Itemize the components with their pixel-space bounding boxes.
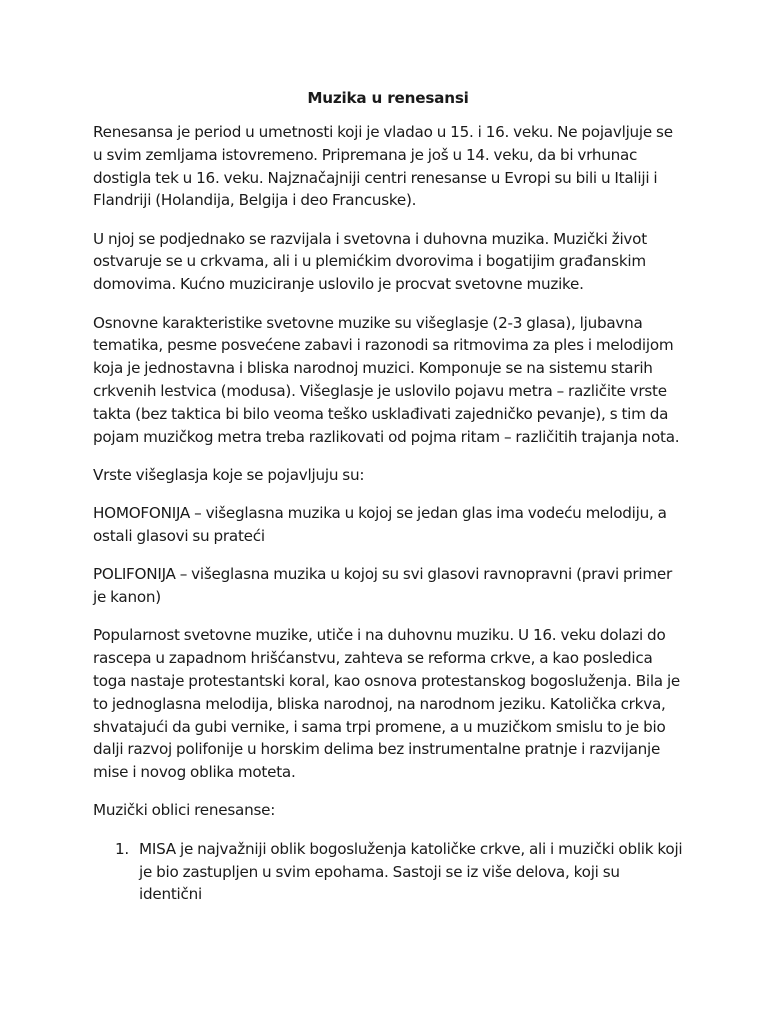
paragraph-intro: Renesansa je period u umetnosti koji je vladao u 15. i 16. veku. Ne pojavljuje se u svim zemljama istovremeno. Pripremana je još u 14. veku, da bi vrhunac dostigla tek u 16. veku. Najznačajniji centri renesanse u Evropi su bili u Italiji i Flandriji (Holandija, Belgija i deo Francuske). (93, 123, 673, 210)
paragraph-polyphony-types-intro: Vrste višeglasja koje se pojavljuju su: (93, 465, 365, 484)
document-body (93, 86, 683, 906)
list-item-number: 1. (115, 839, 129, 858)
list-item-text: MISA je najvažniji oblik bogosluženja katoličke crkve, ali i muzički oblik koji je bio zastupljen u svim epohama. Sastoji se iz više delova, koji su identični (139, 839, 683, 904)
paragraph-music-life: U njoj se podjednako se razvijala i svetovna i duhovna muzika. Muzički život ostvaruje se u crkvama, ali i u plemićkim dvorovima i bogatijim građanskim domovima. Kućno muziciranje uslovilo je procvat svetovne muzike. (93, 229, 647, 294)
document-title: Muzika u renesansi (307, 89, 469, 107)
paragraph-homophony: HOMOFONIJA – višeglasna muzika u kojoj se jedan glas ima vodeću melodiju, a ostali glasovi su prateći (93, 504, 667, 545)
forms-list (93, 838, 683, 906)
paragraph-secular-characteristics: Osnovne karakteristike svetovne muzike su višeglasje (2-3 glasa), ljubavna tematika, pesme posvećene zabavi i razonodi sa ritmovima za ples i melodijom koja je jednostavna i bliska narodnoj muzici. Komponuje se na sistemu starih crkvenih lestvica (modusa). Višeglasje je uslovilo pojavu metra – različite vrste takta (bez taktica bi bilo veoma teško usklađivati zajedničko pevanje), s tim da pojam muzičkog metra treba razlikovati od pojma ritam – različitih trajanja nota. (93, 313, 680, 446)
paragraph-polyphony: POLIFONIJA – višeglasna muzika u kojoj su svi glasovi ravnopravni (pravi primer je kanon) (93, 565, 672, 607)
paragraph-sacred-music: Popularnost svetovne muzike, utiče i na duhovnu muziku. U 16. veku dolazi do rascepa u zapadnom hrišćanstvu, zahteva se reforma crkve, a kao posledica toga nastaje protestantski koral, kao osnova protestanskog bogosluženja. Bila je to jednoglasna melodija, bliska narodnoj, na narodnom jeziku. Katolička crkva, shvatajući da gubi vernike, i sama trpi promene, a u muzičkom smislu to je bio dalji razvoj polifonije u horskim delima bez instrumentalne pratnje i razvijanje mise i novog oblika moteta. (93, 626, 681, 782)
list-item (93, 838, 683, 906)
paragraph-forms-intro: Muzički oblici renesanse: (93, 801, 276, 820)
